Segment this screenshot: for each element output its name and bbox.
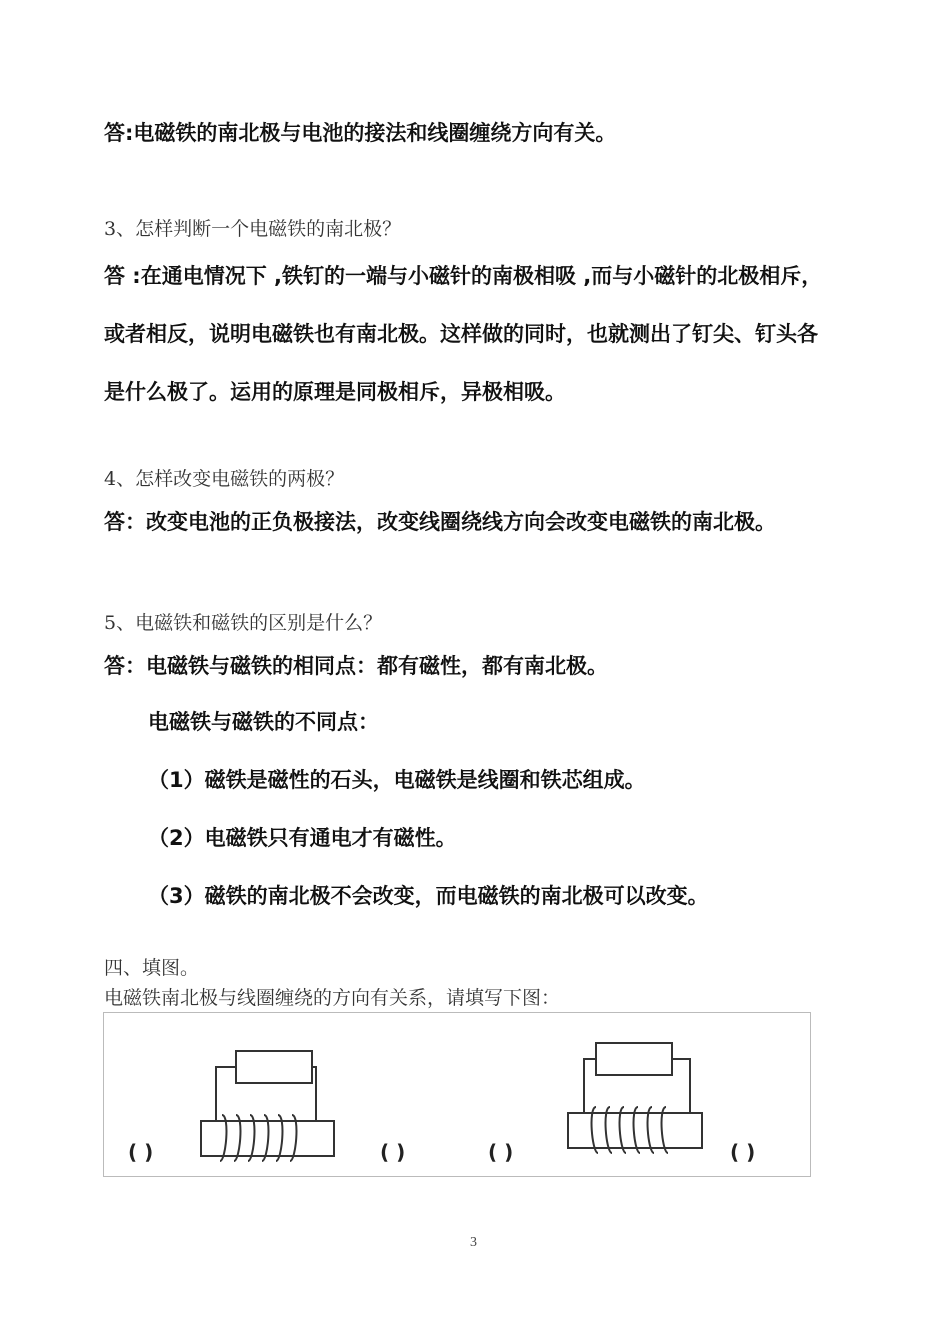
battery-right bbox=[596, 1043, 672, 1075]
answer-2: 答:电磁铁的南北极与电池的接法和线圈缠绕方向有关。 bbox=[104, 121, 617, 145]
wire-left bbox=[216, 1067, 236, 1121]
blank-left-2[interactable]: ( ) bbox=[488, 1140, 514, 1164]
answer-5-item-1: （1）磁铁是磁性的石头，电磁铁是线圈和铁芯组成。 bbox=[148, 768, 646, 792]
blank-right-2[interactable]: ( ) bbox=[730, 1140, 756, 1164]
section-4-heading: 四、填图。 bbox=[104, 957, 200, 979]
answer-5-item-3: （3）磁铁的南北极不会改变，而电磁铁的南北极可以改变。 bbox=[148, 884, 709, 908]
electromagnet-left bbox=[201, 1051, 334, 1161]
question-5: 5、电磁铁和磁铁的区别是什么？ bbox=[104, 612, 383, 634]
answer-3-line-3: 是什么极了。运用的原理是同极相斥，异极相吸。 bbox=[104, 380, 566, 404]
answer-4: 答：改变电池的正负极接法，改变线圈绕线方向会改变电磁铁的南北极。 bbox=[104, 510, 776, 534]
electromagnet-figure bbox=[103, 1012, 811, 1177]
wire-right bbox=[584, 1059, 596, 1113]
answer-5-item-2: （2）电磁铁只有通电才有磁性。 bbox=[148, 826, 457, 850]
answer-3-line-2: 或者相反，说明电磁铁也有南北极。这样做的同时，也就测出了钉尖、钉头各 bbox=[104, 322, 818, 346]
instruction: 电磁铁南北极与线圈缠绕的方向有关系，请填写下图： bbox=[104, 987, 561, 1009]
page-number: 3 bbox=[470, 1235, 477, 1250]
answer-5-line-1: 答：电磁铁与磁铁的相同点：都有磁性，都有南北极。 bbox=[104, 654, 608, 678]
blank-right-1[interactable]: ( ) bbox=[380, 1140, 406, 1164]
question-4: 4、怎样改变电磁铁的两极？ bbox=[104, 468, 345, 490]
answer-3-line-1: 答 :在通电情况下 ,铁钉的一端与小磁针的南极相吸 ,而与小磁针的北极相斥， bbox=[104, 264, 823, 288]
electromagnet-right bbox=[568, 1043, 702, 1153]
question-3: 3、怎样判断一个电磁铁的南北极？ bbox=[104, 218, 402, 240]
battery-left bbox=[236, 1051, 312, 1083]
blank-left-1[interactable]: ( ) bbox=[128, 1140, 154, 1164]
answer-5-line-2: 电磁铁与磁铁的不同点： bbox=[148, 710, 379, 734]
